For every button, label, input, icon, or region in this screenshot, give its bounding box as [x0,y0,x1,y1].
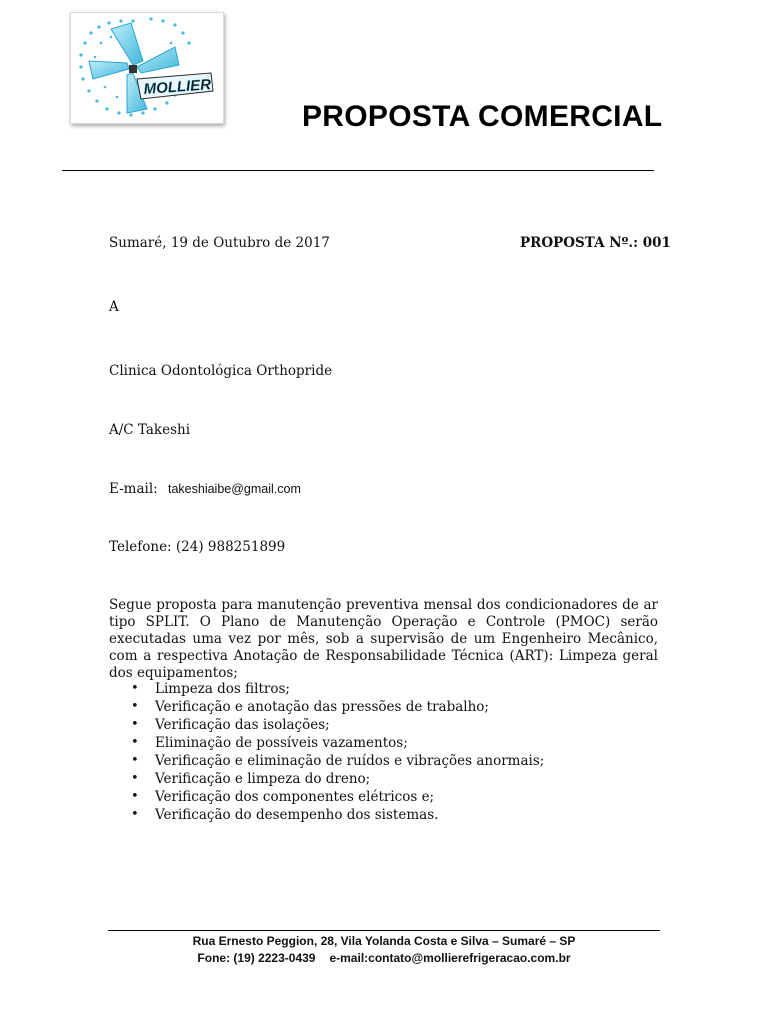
intro-paragraph: Segue proposta para manutenção preventiva mensal dos condicionadores de ar tipo SPLIT. O Plano de Manutenção Operação e Controle (PMOC) serão executadas uma vez por mês, sob a supervisão de um Engenheiro Mecânico, com a respectiva Anotação de Responsabilidade Técnica (ART): Limpeza geral dos equipamentos; [109,597,658,681]
bullet-icon: • [131,717,139,732]
bullet-icon: • [131,735,139,750]
footer-divider [108,930,660,931]
footer-address: Rua Ernesto Peggion, 28, Vila Yolanda Costa e Silva – Sumaré – SP [192,934,576,948]
email-line [109,481,301,497]
bullet-icon: • [131,753,139,768]
footer-contact [108,950,660,967]
footer [108,933,660,967]
recipient-name: Clinica Odontológica Orthopride [109,363,333,379]
email-value: takeshiaibe@gmail.com [168,482,301,496]
list-item: • Eliminação de possíveis vazamentos; [131,735,408,751]
list-item: • Verificação e eliminação de ruídos e vibrações anormais; [131,753,545,769]
phone-line: Telefone: (24) 988251899 [109,539,286,555]
footer-phone: Fone: (19) 2223-0439 [197,951,316,965]
fan-icon [71,13,223,123]
bullet-icon: • [131,681,139,696]
email-label: E-mail: [109,481,158,497]
attention-line: A/C Takeshi [109,422,191,438]
page-title: PROPOSTA COMERCIAL [302,100,663,133]
place-date: Sumaré, 19 de Outubro de 2017 [109,235,330,251]
list-item: • Verificação e anotação das pressões de trabalho; [131,699,489,715]
list-item: • Verificação do desempenho dos sistemas. [131,807,439,823]
logo-wordmark: MOLLIER [143,76,212,98]
bullet-icon: • [131,699,139,714]
bullet-icon: • [131,807,139,822]
proposal-number: PROPOSTA Nº.: 001 [520,235,671,251]
list-item: • Verificação das isolações; [131,717,330,733]
list-item: • Verificação e limpeza do dreno; [131,771,371,787]
company-logo [70,12,224,124]
bullet-icon: • [131,771,139,786]
footer-email: e-mail:contato@mollierefrigeracao.com.br [329,951,571,965]
bullet-icon: • [131,789,139,804]
service-list [109,680,669,824]
recipient-prefix: A [109,299,119,315]
list-item: • Verificação dos componentes elétricos e; [131,789,435,805]
list-item: • Limpeza dos filtros; [131,681,290,697]
header-divider [62,170,654,171]
